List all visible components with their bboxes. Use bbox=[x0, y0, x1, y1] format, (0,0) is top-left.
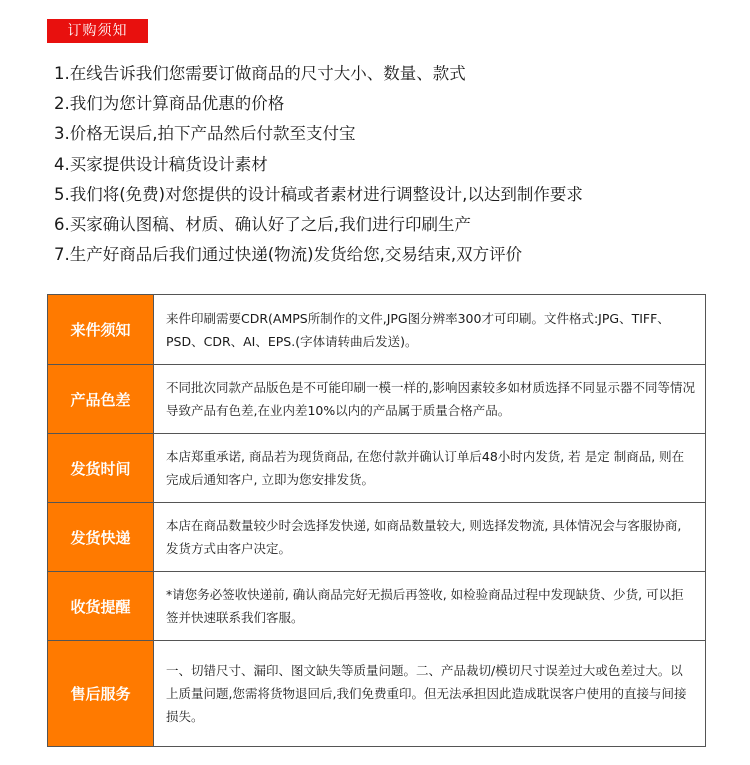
table-row bbox=[48, 503, 706, 572]
order-step: 7.生产好商品后我们通过快递(物流)发货给您,交易结束,双方评价 bbox=[54, 245, 523, 265]
table-row bbox=[48, 641, 706, 747]
row-label: 售后服务 bbox=[48, 641, 154, 747]
row-content: 本店在商品数量较少时会选择发快递, 如商品数量较大, 则选择发物流, 具体情况会与客服协商, 发货方式由客户决定。 bbox=[154, 503, 706, 572]
table-row bbox=[48, 365, 706, 434]
row-label: 收货提醒 bbox=[48, 572, 154, 641]
table-row bbox=[48, 572, 706, 641]
order-step: 1.在线告诉我们您需要订做商品的尺寸大小、数量、款式 bbox=[54, 64, 466, 83]
row-content: 不同批次同款产品版色是不可能印刷一模一样的,影响因素较多如材质选择不同显示器不同等情况导致产品有色差,在业内差10%以内的产品属于质量合格产品。 bbox=[154, 365, 706, 434]
row-content: 来件印刷需要CDR(AMPS所制作的文件,JPG图分辨率300才可印刷。文件格式:JPG、TIFF、PSD、CDR、AI、EPS.(字体请转曲后发送)。 bbox=[154, 295, 706, 365]
row-content: 本店郑重承诺, 商品若为现货商品, 在您付款并确认订单后48小时内发货, 若 是定 制商品, 则在完成后通知客户, 立即为您安排发货。 bbox=[154, 434, 706, 503]
table-row bbox=[48, 434, 706, 503]
row-label: 产品色差 bbox=[48, 365, 154, 434]
order-step: 6.买家确认图稿、材质、确认好了之后,我们进行印刷生产 bbox=[54, 214, 471, 234]
section-title-badge: 订购须知 bbox=[47, 19, 148, 43]
notice-table bbox=[47, 294, 706, 747]
order-step: 3.价格无误后,拍下产品然后付款至支付宝 bbox=[54, 124, 356, 144]
order-step: 4.买家提供设计稿货设计素材 bbox=[54, 154, 268, 174]
order-step: 5.我们将(免费)对您提供的设计稿或者素材进行调整设计,以达到制作要求 bbox=[54, 184, 583, 204]
order-step: 2.我们为您计算商品优惠的价格 bbox=[54, 94, 285, 114]
row-label: 来件须知 bbox=[48, 295, 154, 365]
row-content: *请您务必签收快递前, 确认商品完好无损后再签收, 如检验商品过程中发现缺货、少货, 可以拒签并快速联系我们客服。 bbox=[154, 572, 706, 641]
order-steps-list bbox=[54, 59, 744, 270]
table-row bbox=[48, 295, 706, 365]
row-label: 发货快递 bbox=[48, 503, 154, 572]
row-label: 发货时间 bbox=[48, 434, 154, 503]
row-content: 一、切错尺寸、漏印、图文缺失等质量问题。二、产品裁切/模切尺寸误差过大或色差过大。以上质量问题,您需将货物退回后,我们免费重印。但无法承担因此造成耽误客户使用的直接与间接损失。 bbox=[154, 641, 706, 747]
